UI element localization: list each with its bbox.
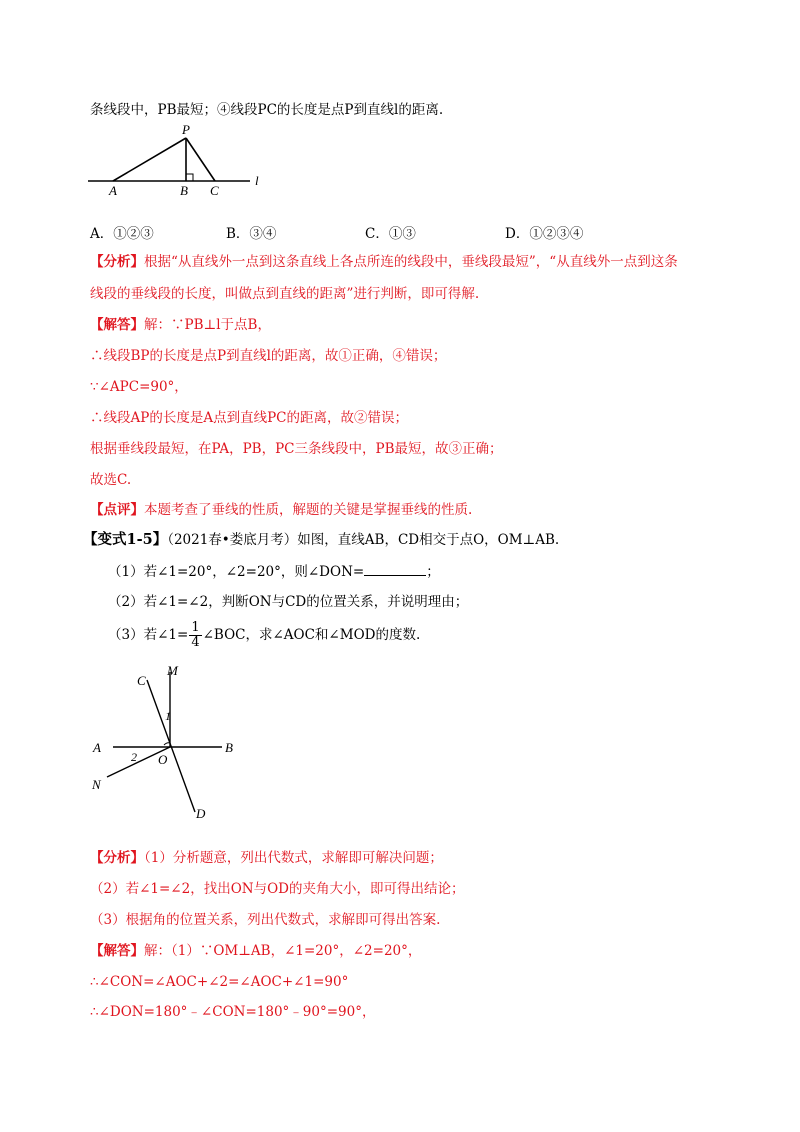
option-a: A．①②③ (90, 226, 154, 242)
solution-tag: 【解答】 (90, 317, 144, 333)
analysis-2-line-1: 【分析】（1）分析题意，列出代数式，求解即可解决问题； (90, 850, 443, 866)
label-m: M (167, 663, 178, 678)
label-a: A (109, 183, 117, 198)
label-l: l (255, 173, 259, 188)
segment-pc (186, 138, 215, 181)
solution-1-line-2: ∴线段BP的长度是点P到直线l的距离，故①正确，④错误； (90, 348, 447, 364)
label-p: P (182, 122, 190, 137)
label-c: C (210, 183, 219, 198)
question-1: （1）若∠1=20°，∠2=20°，则∠DON= ； (108, 564, 440, 580)
question-2: （2）若∠1=∠2，判断ON与CD的位置关系，并说明理由； (108, 594, 469, 610)
analysis-2-line-2: （2）若∠1=∠2，找出ON与OD的夹角大小，即可得出结论； (90, 881, 465, 897)
figure-intersecting-lines (85, 660, 245, 825)
solution-2-line-1: 【解答】解：（1）∵OM⊥AB，∠1=20°，∠2=20°， (90, 943, 422, 959)
solution-1-line-4: ∴线段AP的长度是A点到直线PC的距离，故②错误； (90, 410, 408, 426)
analysis-2-line-3: （3）根据角的位置关系，列出代数式，求解即可得出答案. (90, 912, 441, 928)
label-d: D (196, 806, 206, 821)
right-angle-mark (186, 174, 193, 181)
comment-1: 【点评】本题考查了垂线的性质，解题的关键是掌握垂线的性质. (90, 502, 473, 518)
comment-tag: 【点评】 (90, 502, 144, 518)
variant-tag: 【变式1-5】 (83, 531, 168, 548)
angle-label-2: 2 (131, 750, 137, 764)
continued-statement: 条线段中，PB最短；④线段PC的长度是点P到直线l的距离. (90, 102, 444, 118)
label-b: B (180, 183, 188, 198)
question-3: （3）若∠1= $\frac{1}{4}$ ∠BOC，求∠AOC和∠MOD的度数. (108, 620, 421, 650)
label-n: N (92, 777, 101, 792)
variant-heading: 【变式1-5】（2021春•娄底月考）如图，直线AB，CD相交于点O，OM⊥AB. (83, 531, 560, 548)
figure-perpendicular-line (85, 118, 275, 198)
label-o: O (158, 752, 168, 767)
analysis-tag: 【分析】 (90, 254, 144, 270)
option-b: B．③④ (226, 226, 277, 242)
solution-1-line-3: ∵∠APC=90°， (90, 379, 188, 395)
solution-tag: 【解答】 (90, 943, 144, 959)
angle-label-1: 1 (165, 709, 171, 723)
option-c: C．①③ (365, 226, 416, 242)
solution-2-line-3: ∴∠DON=180°﹣∠CON=180°﹣90°=90°， (90, 1004, 376, 1020)
label-b: B (225, 740, 233, 755)
solution-1-line-5: 根据垂线段最短，在PA，PB，PC三条线段中，PB最短，故③正确； (90, 441, 503, 457)
solution-1-line-1: 【解答】解：∵PB⊥l于点B， (90, 317, 271, 333)
label-c: C (137, 673, 146, 688)
solution-2-line-2: ∴∠CON=∠AOC+∠2=∠AOC+∠1=90° (90, 974, 349, 990)
fraction-one-quarter: $\frac{1}{4}$ (191, 620, 200, 650)
analysis-tag: 【分析】 (90, 850, 144, 866)
answer-blank (364, 562, 426, 576)
label-a: A (93, 740, 101, 755)
solution-1-line-6: 故选C. (90, 472, 132, 488)
analysis-1-line-2: 线段的垂线段的长度，叫做点到直线的距离”进行判断，即可得解. (90, 286, 480, 302)
line-cd (147, 680, 195, 812)
analysis-1-line-1: 【分析】根据“从直线外一点到这条直线上各点所连的线段中，垂线段最短”，“从直线外一点到这条 (90, 254, 678, 270)
segment-pa (113, 138, 186, 181)
option-d: D．①②③④ (505, 226, 584, 242)
angle-arc (164, 743, 170, 745)
